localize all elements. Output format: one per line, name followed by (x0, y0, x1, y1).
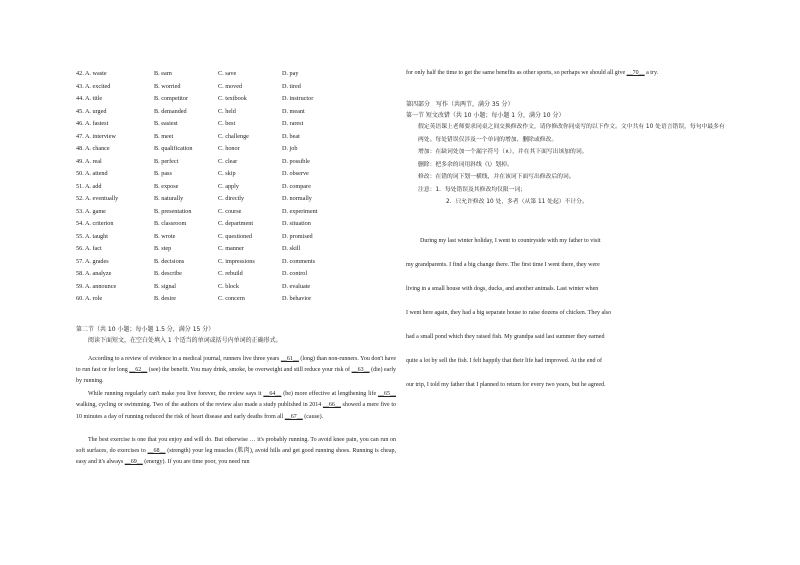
option-row (76, 293, 396, 306)
option-cell: D. pay (282, 70, 299, 77)
option-cell: B. decisions (154, 257, 185, 265)
option-row (76, 193, 396, 206)
option-cell: 54. A. criterion (76, 220, 114, 227)
option-row (76, 81, 396, 94)
left-column (76, 68, 396, 468)
option-cell: C. moved (218, 82, 243, 90)
option-cell: 57. A. grades (76, 257, 109, 265)
option-cell: D. promised (282, 232, 313, 240)
section2-heading: 第二节（共 10 小题；每小题 1.5 分，满分 15 分） (76, 325, 215, 333)
option-cell: B. earn (154, 70, 172, 77)
option-row (76, 268, 396, 281)
option-row (76, 106, 396, 119)
option-cell: D. rarest (282, 120, 304, 127)
option-cell: D. evaluate (282, 282, 311, 290)
rule-add: 增加：在缺词处加一个漏字符号（∧），并在其下面写出该加的词。 (418, 149, 588, 156)
option-cell: B. desire (154, 295, 176, 302)
option-cell: 51. A. add (76, 182, 102, 190)
option-row (76, 243, 396, 256)
option-cell: D. skill (282, 245, 301, 252)
option-cell: B. classroom (154, 220, 187, 227)
option-cell: D. behavior (282, 295, 312, 302)
option-cell: 48. A. chance (76, 145, 110, 152)
cloze-continuation: for only half the time to get the same benefits as other sports, so perhaps we should all give __70__ a try. (406, 70, 659, 76)
option-row (76, 131, 396, 144)
option-cell: B. step (154, 245, 172, 252)
option-row (76, 206, 396, 219)
option-cell: B. pass (154, 170, 172, 177)
option-cell: 58. A. analyze (76, 270, 112, 277)
option-cell: D. compare (282, 182, 311, 190)
option-cell: 52. A. eventually (76, 195, 119, 202)
option-cell: 56. A. fact (76, 245, 102, 252)
essay-line: quite a lot by sell the fish. I felt happily that their life had improved. At the end of (406, 357, 602, 364)
option-row (76, 156, 396, 169)
correction-intro: 假定英语课上老师要求同桌之间交换修改作文，请你修改你同桌写的以下作文。文中共有 10 处语言错误，每句中最多有两处。每处错误仅涉及一个单词的增加、删除或修改。 (418, 124, 725, 143)
option-cell: D. beat (282, 132, 300, 140)
section1-heading: 第一节 短文改错（共 10 小题；每小题 1 分，满分 10 分） (406, 112, 565, 120)
option-cell: D. instructor (282, 95, 314, 102)
option-cell: C. manner (218, 245, 244, 252)
option-cell: C. held (218, 107, 236, 115)
option-cell: 45. A. urged (76, 107, 107, 115)
rule-delete: 删除：把多余的词用斜线（\）划掉。 (418, 161, 513, 168)
note-2: 2．只允许修改 10 处，多者（从第 11 处起）不计分。 (446, 199, 588, 206)
option-cell: C. block (218, 282, 239, 290)
option-cell: C. honor (218, 145, 240, 152)
option-row (76, 93, 396, 106)
option-cell: B. perfect (154, 157, 179, 165)
option-row (76, 218, 396, 231)
option-cell: D. tired (282, 82, 301, 90)
option-cell: D. experiment (282, 207, 318, 215)
option-cell: C. challenge (218, 132, 249, 140)
option-cell: B. worried (154, 82, 181, 90)
option-cell: D. control (282, 270, 308, 277)
option-cell: C. skip (218, 170, 236, 177)
option-row (76, 168, 396, 181)
option-cell: B. presentation (154, 207, 192, 215)
option-cell: 46. A. fastest (76, 120, 109, 127)
cloze-paragraph-2: While running regularly can't make you live forever, the review says it __64__ (be) more effective at lengthening life __65__ walking, cycling or swimming. Two of the authors of the review also made a study published in 2014 __66__ showed a mere five to 10 minutes a day of running reduced the risk of heart disease and early deaths from all __67__ (cause). (76, 391, 397, 420)
option-cell: B. naturally (154, 195, 184, 202)
blank-68: __68__ (147, 447, 166, 454)
option-cell: D. observe (282, 170, 309, 177)
blank-69: __69__ (124, 459, 143, 466)
option-row (76, 118, 396, 131)
option-cell: 50. A. attend (76, 170, 108, 177)
option-cell: B. meet (154, 132, 174, 140)
essay-line: During my last winter holiday, I went to countryside with my father to visit (420, 237, 601, 244)
option-cell: B. expose (154, 182, 179, 190)
option-row (76, 181, 396, 194)
option-cell: C. textbook (218, 95, 247, 102)
essay-line: living in a small house with dogs, ducks, and another animals. Last winter when (406, 285, 599, 292)
option-cell: B. competitor (154, 95, 189, 102)
option-cell: 42. A. waste (76, 70, 107, 77)
option-row (76, 281, 396, 294)
option-cell: C. questioned (218, 232, 253, 240)
option-cell: 59. A. announce (76, 282, 117, 290)
option-cell: 49. A. real (76, 157, 102, 165)
essay-text (406, 229, 726, 397)
right-column (406, 68, 726, 397)
option-cell: C. concern (218, 295, 245, 302)
option-cell: B. qualification (154, 145, 193, 152)
blank-66: __66__ (322, 402, 341, 409)
cloze-paragraph-3: The best exercise is one that you enjoy and will do. But otherwise … it's probably running. To avoid knee pain, you can run on soft surfaces, do exercises to __68__ (strength) your leg muscles (肌肉), avoid hills and get good running shoes. Running is cheap, easy and it's always __69__ (energy). If you are time poor, you need run (76, 436, 396, 466)
option-row (76, 143, 396, 156)
blank-65: __65__ (378, 391, 396, 398)
essay-line: I went here again, they had a big separate house to raise dozens of chicken. They also (406, 309, 612, 316)
option-cell: 47. A. interview (76, 132, 116, 140)
option-cell: C. directly (218, 195, 245, 202)
option-cell: D. job (282, 145, 298, 152)
option-cell: C. course (218, 207, 242, 215)
cloze-paragraph-1: According to a review of evidence in a medical journal, runners live three years __61__ (long) than non-runners. You don't have to run fast or for long __62__ (see) the benefit. You may drink, smoke, be overweight and still reduce your risk of __63__ (die) early by running. (76, 355, 396, 384)
option-row (76, 231, 396, 244)
option-cell: B. signal (154, 282, 177, 290)
options-list (76, 68, 396, 306)
option-cell: C. apply (218, 182, 239, 190)
option-cell: C. save (218, 70, 237, 77)
part4-heading: 第四部分 写作（共两节，满分 35 分） (406, 101, 514, 109)
option-cell: 53. A. game (76, 207, 106, 215)
option-cell: B. easiest (154, 120, 178, 127)
option-cell: C. best (218, 120, 236, 127)
blank-64: __64__ (263, 391, 282, 398)
option-cell: D. possible (282, 157, 310, 165)
option-cell: D. comments (282, 257, 315, 265)
section2-instruction: 阅读下面短文，在空白处填入 1 个适当的单词或括号内单词的正确形式。 (88, 336, 282, 344)
option-cell: B. demanded (154, 107, 187, 115)
blank-62: __62__ (129, 366, 148, 373)
option-cell: D. situation (282, 220, 311, 227)
blank-67: __67__ (284, 413, 303, 420)
option-cell: C. impressions (218, 257, 255, 265)
essay-line: my grandparents. I find a big change there. The first time I went there, they were (406, 261, 600, 268)
option-row (76, 256, 396, 269)
option-cell: B. wrote (154, 232, 176, 240)
blank-61: __61__ (280, 355, 299, 362)
option-cell: C. department (218, 220, 254, 227)
option-cell: D. meant (282, 107, 305, 115)
essay-line: our trip, I told my father that I planned to return for every two years, but he agreed. (406, 381, 606, 388)
option-cell: 60. A. role (76, 295, 103, 302)
option-cell: C. clear (218, 157, 238, 165)
option-cell: B. describe (154, 270, 182, 277)
option-cell: C. rebuild (218, 270, 243, 277)
option-cell: 55. A. taught (76, 232, 108, 240)
note-1: 注意：1．每处错误及其修改均仅限一词； (418, 186, 527, 193)
blank-63: __63__ (351, 366, 370, 373)
option-cell: D. normally (282, 195, 312, 202)
option-cell: 43. A. excited (76, 82, 111, 90)
option-cell: 44. A. title (76, 95, 103, 102)
essay-line: had a small pond which they raised fish. My grandpa said last summer they earned (406, 333, 605, 340)
rule-modify: 修改：在错的词下划一横线，并在该词下面写出修改后的词。 (418, 174, 575, 181)
option-row (76, 68, 396, 81)
blank-70: __70__ (626, 70, 645, 76)
